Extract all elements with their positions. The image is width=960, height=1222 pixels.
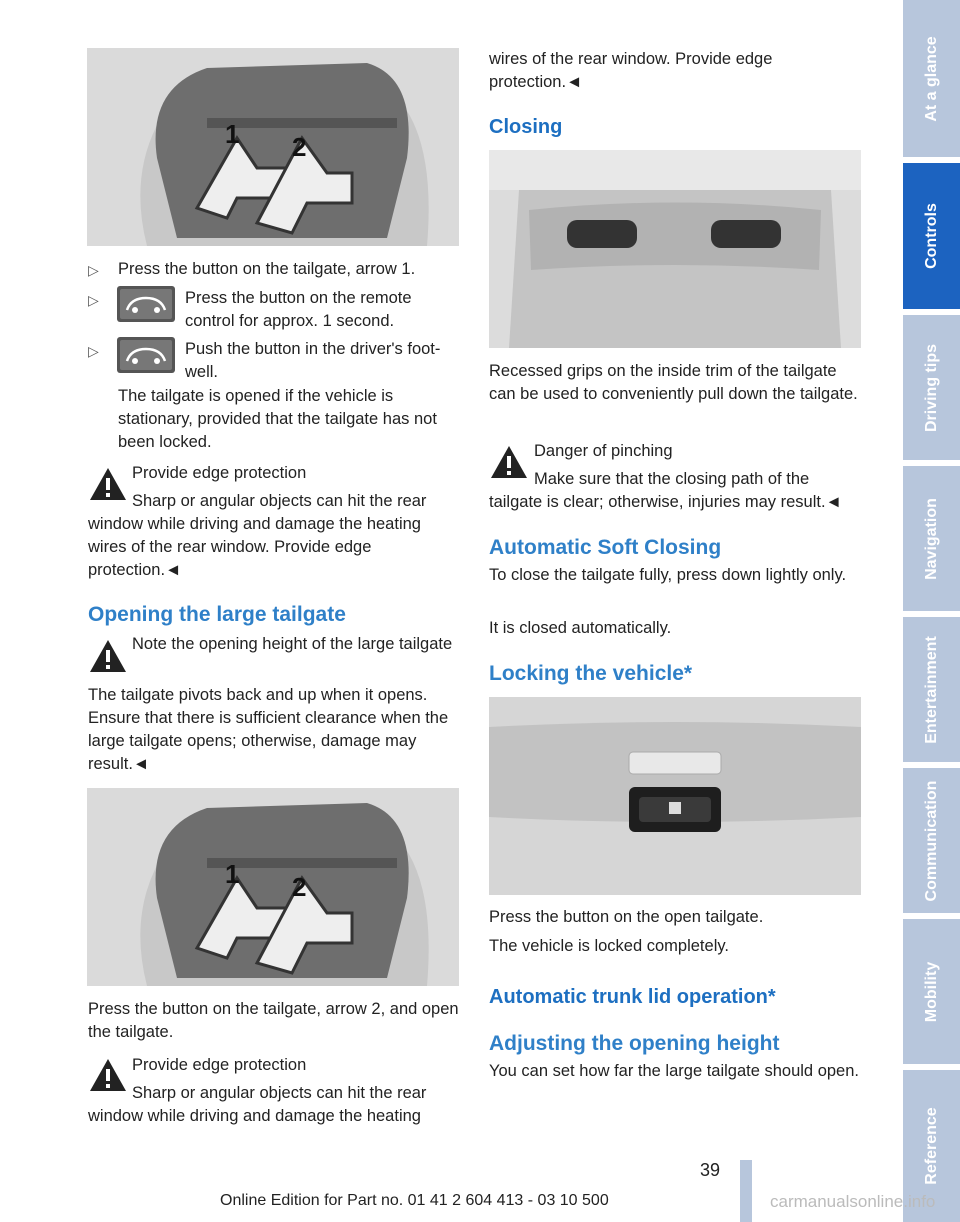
heading-automatic-trunk-lid: Automatic trunk lid operation* (489, 986, 776, 1008)
arrow-1-label: 1 (225, 859, 240, 889)
bullet-marker: ▷ (88, 343, 99, 359)
tab-controls[interactable]: Controls (903, 163, 960, 309)
arrow-2-label: 2 (292, 872, 307, 902)
lock-button-figure (489, 697, 861, 895)
warning-2-title: Note the opening height of the large tailgate (132, 635, 453, 653)
warning-1-body: Sharp or angular objects can hit the rear window while driving and damage the heating wires of the rear window. Provide edge protection.◄ (88, 492, 427, 579)
recessed-grips-text: Recessed grips on the inside trim of the tailgate can be used to conveniently pull down the tailgate. (489, 362, 858, 403)
arrow-1-label: 1 (225, 119, 240, 149)
tab-entertainment[interactable]: Entertainment (903, 617, 960, 762)
lock-press-text: Press the button on the open tailgate. (489, 908, 764, 926)
tab-navigation[interactable]: Navigation (903, 466, 960, 611)
bullet-3-note: The tailgate is opened if the vehicle is stationary, provided that the tailgate has not been locked. (118, 387, 437, 451)
tab-reference[interactable]: Reference (903, 1070, 960, 1222)
danger-title: Danger of pinching (534, 442, 673, 460)
watermark: carmanualsonline.info (770, 1192, 936, 1211)
bullet-3: Push the button in the driver's foot-well. (185, 340, 441, 381)
tab-mobility[interactable]: Mobility (903, 919, 960, 1064)
bullet-marker: ▷ (88, 262, 99, 278)
soft-closing-body: To close the tailgate fully, press down lightly only. (489, 566, 847, 584)
continued-text: wires of the rear window. Provide edge protection.◄ (489, 50, 773, 91)
heading-opening-large-tailgate: Opening the large tailgate (88, 603, 346, 626)
soft-closing-auto: It is closed automatically. (489, 619, 672, 637)
tailgate-figure-top (87, 48, 459, 246)
tab-communication[interactable]: Communication (903, 768, 960, 913)
warning-3-title: Provide edge protection (132, 1056, 307, 1074)
bullet-marker: ▷ (88, 292, 99, 308)
tab-at-a-glance[interactable]: At a glance (903, 0, 960, 157)
heading-adjusting-opening-height: Adjusting the opening height (489, 1032, 780, 1055)
remote-button-icon (117, 286, 175, 322)
tailgate-figure-bottom (87, 788, 459, 986)
footwell-button-icon (117, 337, 175, 373)
bullet-2: Press the button on the remote control for approx. 1 second. (185, 289, 412, 330)
heading-closing: Closing (489, 116, 563, 138)
chapter-tabs (903, 0, 960, 1222)
tailgate-interior-figure (489, 150, 861, 348)
page-number: 39 (700, 1160, 721, 1180)
page-number-bar (740, 1160, 752, 1222)
press-arrow-2-text: Press the button on the tailgate, arrow 2, and open the tailgate. (88, 1000, 459, 1041)
heading-locking-vehicle: Locking the vehicle* (489, 662, 693, 685)
footer-edition: Online Edition for Part no. 01 41 2 604 413 - 03 10 500 (220, 1192, 609, 1209)
warning-3-body: Sharp or angular objects can hit the rear window while driving and damage the heating (88, 1084, 427, 1125)
adjust-body: You can set how far the large tailgate should open. (489, 1062, 859, 1080)
danger-body: Make sure that the closing path of the tailgate is clear; otherwise, injuries may result.◄ (489, 470, 842, 511)
tab-driving-tips[interactable]: Driving tips (903, 315, 960, 460)
large-tailgate-body: The tailgate pivots back and up when it opens. Ensure that there is sufficient clearance when the large tailgate opens; otherwise, damage may result.◄ (88, 686, 449, 773)
bullet-1: Press the button on the tailgate, arrow 1. (118, 260, 416, 278)
warning-icon (88, 638, 128, 674)
arrow-2-label: 2 (292, 132, 307, 162)
heading-automatic-soft-closing: Automatic Soft Closing (489, 536, 722, 559)
warning-1-title: Provide edge protection (132, 464, 307, 482)
lock-result-text: The vehicle is locked completely. (489, 937, 729, 955)
